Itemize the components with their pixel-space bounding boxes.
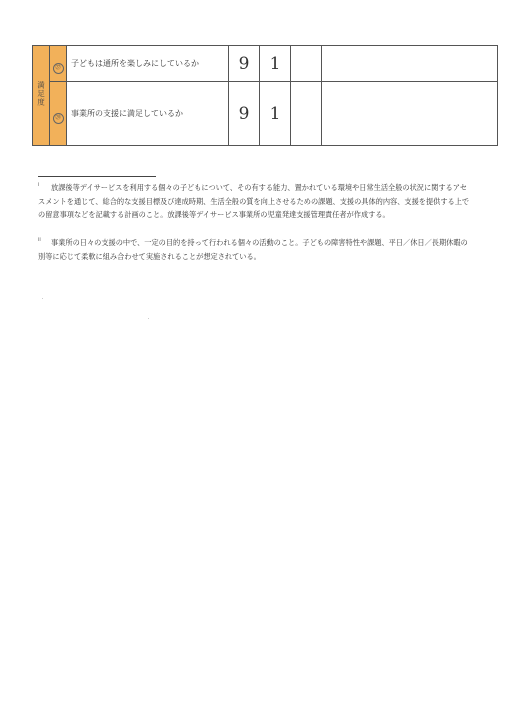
footnote-2 [38, 236, 470, 263]
answer-cell-col3 [291, 82, 322, 146]
table-row [33, 46, 498, 82]
question-number-cell [50, 46, 67, 82]
table-row [33, 82, 498, 146]
satisfaction-table [32, 45, 498, 146]
answer-cell-col2: 1 [260, 82, 291, 146]
category-label: 満足度 [36, 80, 46, 107]
question-number: ㉗ [53, 63, 64, 74]
scan-speck [148, 318, 149, 319]
footnote-1 [38, 181, 470, 222]
question-text: 子どもは通所を楽しみにしているか [67, 46, 229, 82]
answer-cell-col1: 9 [229, 82, 260, 146]
answer-cell-col1: 9 [229, 46, 260, 82]
answer-cell-col3 [291, 46, 322, 82]
comment-cell [322, 46, 498, 82]
answer-cell-col2: 1 [260, 46, 291, 82]
footnote-text: 放課後等デイサービスを利用する個々の子どもについて、その有する能力、置かれている環境や日常生活全般の状況に関するアセスメントを通じて、総合的な支援目標及び達成時期、生活全般の質を向上させるための課題、支援の具体的内容、支援を提供する上での留意事項などを記載する計画のこと。放課後等デイサービス事業所の児童発達支援管理責任者が作成する。 [38, 183, 470, 220]
question-number-cell [50, 82, 67, 146]
footnote-marker: i [38, 182, 40, 188]
question-number: ㉘ [53, 113, 64, 124]
footnote-text: 事業所の日々の支援の中で、一定の目的を持って行われる個々の活動のこと。子どもの障害特性や課題、平日／休日／長期休暇の別等に応じて柔軟に組み合わせて実施されることが想定されている。 [38, 238, 468, 261]
question-text: 事業所の支援に満足しているか [67, 82, 229, 146]
footnote-divider [38, 176, 156, 177]
footnote-marker: ii [38, 237, 41, 243]
category-cell [33, 46, 50, 146]
comment-cell [322, 82, 498, 146]
scan-speck [42, 298, 43, 299]
